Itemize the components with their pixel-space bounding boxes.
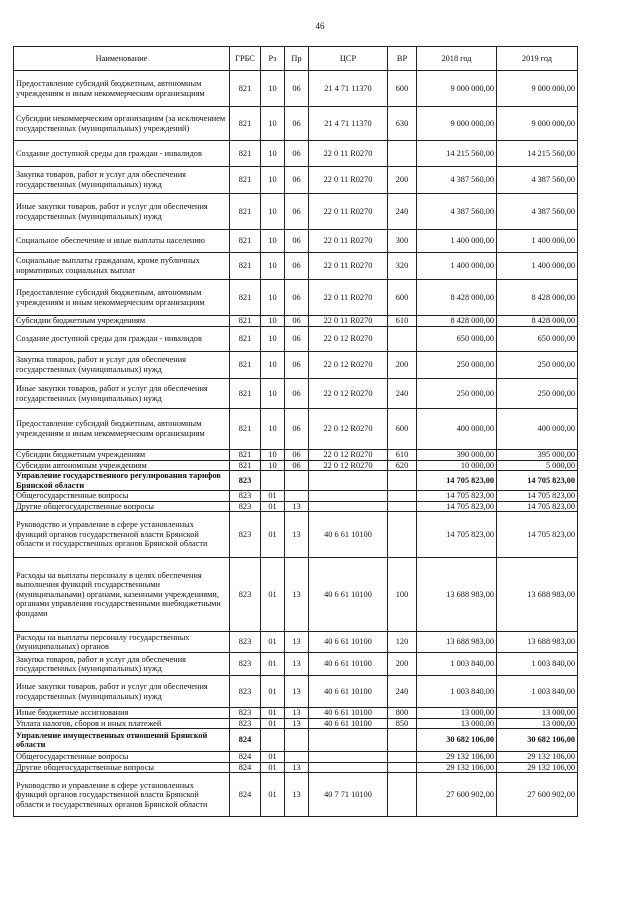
amount-2019-cell: 1 003 840,00	[497, 653, 578, 676]
expense-type-cell: 240	[388, 194, 417, 230]
row-name-cell: Предоставление субсидий бюджетным, автономным учреждениям и иным некоммерческим организациям	[14, 409, 230, 450]
section-cell: 10	[261, 316, 285, 327]
expense-type-cell: 100	[388, 558, 417, 632]
table-row	[14, 107, 578, 141]
table-row	[14, 460, 578, 471]
expense-type-cell: 630	[388, 107, 417, 141]
table-row	[14, 352, 578, 379]
row-name-cell: Расходы на выплаты персоналу государственных (муниципальных) органов	[14, 632, 230, 653]
table-row	[14, 167, 578, 194]
amount-2018-cell: 1 003 840,00	[417, 676, 497, 708]
target-article-cell: 40 7 71 10100	[309, 773, 388, 817]
target-article-cell	[309, 471, 388, 491]
subsection-cell: 06	[285, 167, 309, 194]
table-row	[14, 253, 578, 280]
grbs-cell: 823	[230, 632, 261, 653]
row-name-cell: Уплата налогов, сборов и иных платежей	[14, 718, 230, 729]
target-article-cell: 22 0 11 R0270	[309, 230, 388, 253]
subsection-cell: 13	[285, 773, 309, 817]
table-row	[14, 729, 578, 752]
section-cell: 01	[261, 676, 285, 708]
amount-2018-cell: 13 000,00	[417, 708, 497, 719]
subsection-cell: 06	[285, 107, 309, 141]
target-article-cell: 40 6 61 10100	[309, 558, 388, 632]
expense-type-cell: 610	[388, 450, 417, 461]
grbs-cell: 821	[230, 379, 261, 409]
grbs-cell: 823	[230, 471, 261, 491]
target-article-cell: 21 4 71 11370	[309, 107, 388, 141]
amount-2019-cell: 8 428 000,00	[497, 316, 578, 327]
target-article-cell: 40 6 61 10100	[309, 676, 388, 708]
row-name-cell: Другие общегосударственные вопросы	[14, 501, 230, 512]
grbs-cell: 824	[230, 752, 261, 763]
row-name-cell: Социальные выплаты гражданам, кроме публичных нормативных социальных выплат	[14, 253, 230, 280]
expense-type-cell: 240	[388, 379, 417, 409]
amount-2018-cell: 10 000,00	[417, 460, 497, 471]
section-cell: 01	[261, 708, 285, 719]
section-cell: 01	[261, 653, 285, 676]
amount-2019-cell: 9 000 000,00	[497, 71, 578, 107]
amount-2018-cell: 1 400 000,00	[417, 253, 497, 280]
subsection-cell	[285, 729, 309, 752]
target-article-cell: 22 0 11 R0270	[309, 316, 388, 327]
expense-type-cell: 200	[388, 653, 417, 676]
table-row	[14, 450, 578, 461]
grbs-cell: 821	[230, 167, 261, 194]
section-cell: 01	[261, 752, 285, 763]
column-header: ВР	[388, 47, 417, 71]
row-name-cell: Иные бюджетные ассигнования	[14, 708, 230, 719]
section-cell: 10	[261, 352, 285, 379]
target-article-cell: 22 0 11 R0270	[309, 253, 388, 280]
subsection-cell: 06	[285, 327, 309, 352]
grbs-cell: 823	[230, 491, 261, 502]
column-header: 2019 год	[497, 47, 578, 71]
subsection-cell: 06	[285, 460, 309, 471]
amount-2018-cell: 9 000 000,00	[417, 71, 497, 107]
section-cell: 10	[261, 107, 285, 141]
target-article-cell: 40 6 61 10100	[309, 512, 388, 558]
table-row	[14, 752, 578, 763]
amount-2018-cell: 1 400 000,00	[417, 230, 497, 253]
expense-type-cell: 850	[388, 718, 417, 729]
amount-2018-cell: 390 000,00	[417, 450, 497, 461]
row-name-cell: Иные закупки товаров, работ и услуг для обеспечения государственных (муниципальных) нужд	[14, 194, 230, 230]
target-article-cell: 22 0 11 R0270	[309, 280, 388, 316]
row-name-cell: Общегосударственные вопросы	[14, 752, 230, 763]
amount-2018-cell: 14 705 823,00	[417, 501, 497, 512]
amount-2019-cell: 30 682 106,00	[497, 729, 578, 752]
subsection-cell: 06	[285, 316, 309, 327]
table-row	[14, 280, 578, 316]
amount-2019-cell: 14 705 823,00	[497, 471, 578, 491]
row-name-cell: Создание доступной среды для граждан - инвалидов	[14, 141, 230, 167]
amount-2019-cell: 13 688 983,00	[497, 558, 578, 632]
grbs-cell: 821	[230, 352, 261, 379]
section-cell: 01	[261, 491, 285, 502]
expense-type-cell	[388, 471, 417, 491]
table-row	[14, 327, 578, 352]
amount-2018-cell: 13 688 983,00	[417, 632, 497, 653]
grbs-cell: 821	[230, 409, 261, 450]
amount-2019-cell: 14 705 823,00	[497, 501, 578, 512]
column-header: ГРБС	[230, 47, 261, 71]
section-cell: 01	[261, 501, 285, 512]
row-name-cell: Создание доступной среды для граждан - инвалидов	[14, 327, 230, 352]
table-row	[14, 773, 578, 817]
subsection-cell: 13	[285, 558, 309, 632]
grbs-cell: 823	[230, 676, 261, 708]
expense-type-cell: 300	[388, 230, 417, 253]
target-article-cell: 21 4 71 11370	[309, 71, 388, 107]
expense-type-cell	[388, 762, 417, 773]
table-row	[14, 230, 578, 253]
section-cell: 01	[261, 512, 285, 558]
amount-2019-cell: 14 215 560,00	[497, 141, 578, 167]
target-article-cell: 40 6 61 10100	[309, 718, 388, 729]
table-row	[14, 632, 578, 653]
expense-type-cell: 610	[388, 316, 417, 327]
table-row	[14, 501, 578, 512]
target-article-cell: 40 6 61 10100	[309, 653, 388, 676]
grbs-cell: 823	[230, 653, 261, 676]
row-name-cell: Субсидии автономным учреждениям	[14, 460, 230, 471]
amount-2019-cell: 29 132 106,00	[497, 752, 578, 763]
expense-type-cell: 600	[388, 409, 417, 450]
amount-2019-cell: 9 000 000,00	[497, 107, 578, 141]
section-cell: 10	[261, 167, 285, 194]
amount-2018-cell: 14 215 560,00	[417, 141, 497, 167]
target-article-cell: 22 0 12 R0270	[309, 327, 388, 352]
section-cell: 10	[261, 460, 285, 471]
amount-2018-cell: 8 428 000,00	[417, 280, 497, 316]
target-article-cell: 22 0 11 R0270	[309, 141, 388, 167]
table-row	[14, 316, 578, 327]
subsection-cell: 13	[285, 718, 309, 729]
amount-2019-cell: 8 428 000,00	[497, 280, 578, 316]
subsection-cell: 06	[285, 141, 309, 167]
subsection-cell: 13	[285, 501, 309, 512]
column-header: 2018 год	[417, 47, 497, 71]
row-name-cell: Управление имущественных отношений Брянской области	[14, 729, 230, 752]
expense-type-cell	[388, 327, 417, 352]
page-number: 46	[315, 21, 325, 31]
subsection-cell: 06	[285, 409, 309, 450]
amount-2019-cell: 1 003 840,00	[497, 676, 578, 708]
grbs-cell: 821	[230, 194, 261, 230]
section-cell: 10	[261, 280, 285, 316]
row-name-cell: Управление государственного регулирования тарифов Брянской области	[14, 471, 230, 491]
expense-type-cell: 800	[388, 708, 417, 719]
column-header: Рз	[261, 47, 285, 71]
amount-2018-cell: 13 000,00	[417, 718, 497, 729]
grbs-cell: 823	[230, 512, 261, 558]
amount-2019-cell: 250 000,00	[497, 379, 578, 409]
amount-2019-cell: 4 387 560,00	[497, 167, 578, 194]
amount-2019-cell: 29 132 106,00	[497, 762, 578, 773]
target-article-cell: 40 6 61 10100	[309, 708, 388, 719]
subsection-cell: 13	[285, 676, 309, 708]
expense-type-cell	[388, 491, 417, 502]
expense-type-cell: 240	[388, 676, 417, 708]
subsection-cell: 06	[285, 280, 309, 316]
target-article-cell	[309, 491, 388, 502]
section-cell: 10	[261, 141, 285, 167]
table-row	[14, 409, 578, 450]
grbs-cell: 823	[230, 558, 261, 632]
row-name-cell: Иные закупки товаров, работ и услуг для обеспечения государственных (муниципальных) нужд	[14, 379, 230, 409]
section-cell: 01	[261, 718, 285, 729]
amount-2018-cell: 8 428 000,00	[417, 316, 497, 327]
target-article-cell: 40 6 61 10100	[309, 632, 388, 653]
table-row	[14, 379, 578, 409]
grbs-cell: 821	[230, 141, 261, 167]
expense-type-cell	[388, 512, 417, 558]
target-article-cell: 22 0 11 R0270	[309, 167, 388, 194]
target-article-cell: 22 0 12 R0270	[309, 352, 388, 379]
grbs-cell: 821	[230, 450, 261, 461]
table-row	[14, 653, 578, 676]
grbs-cell: 821	[230, 280, 261, 316]
table-row	[14, 708, 578, 719]
expense-type-cell: 320	[388, 253, 417, 280]
table-row	[14, 558, 578, 632]
grbs-cell: 821	[230, 327, 261, 352]
subsection-cell	[285, 471, 309, 491]
grbs-cell: 821	[230, 71, 261, 107]
section-cell: 10	[261, 379, 285, 409]
amount-2018-cell: 250 000,00	[417, 352, 497, 379]
amount-2019-cell: 1 400 000,00	[497, 253, 578, 280]
grbs-cell: 821	[230, 253, 261, 280]
budget-table	[13, 46, 578, 817]
amount-2018-cell: 650 000,00	[417, 327, 497, 352]
subsection-cell: 06	[285, 71, 309, 107]
grbs-cell: 821	[230, 316, 261, 327]
section-cell: 10	[261, 253, 285, 280]
grbs-cell: 821	[230, 230, 261, 253]
amount-2019-cell: 13 000,00	[497, 708, 578, 719]
subsection-cell: 06	[285, 230, 309, 253]
section-cell: 01	[261, 632, 285, 653]
target-article-cell: 22 0 11 R0270	[309, 194, 388, 230]
grbs-cell: 824	[230, 773, 261, 817]
expense-type-cell: 200	[388, 167, 417, 194]
expense-type-cell: 620	[388, 460, 417, 471]
amount-2019-cell: 250 000,00	[497, 352, 578, 379]
table-row	[14, 71, 578, 107]
amount-2018-cell: 4 387 560,00	[417, 194, 497, 230]
row-name-cell: Руководство и управление в сфере установленных функций органов государственной власти Брянской области и государственных органов Брянской области	[14, 773, 230, 817]
amount-2019-cell: 4 387 560,00	[497, 194, 578, 230]
amount-2019-cell: 650 000,00	[497, 327, 578, 352]
section-cell: 01	[261, 762, 285, 773]
amount-2018-cell: 4 387 560,00	[417, 167, 497, 194]
expense-type-cell	[388, 501, 417, 512]
row-name-cell: Расходы на выплаты персоналу в целях обеспечения выполнения функций государственными (муниципальными) органами, казенными учреждениями, органами управления государственными внебюджетными фондами	[14, 558, 230, 632]
row-name-cell: Руководство и управление в сфере установленных функций органов государственной власти Брянской области и государственных органов Брянской области	[14, 512, 230, 558]
section-cell	[261, 729, 285, 752]
column-header: Пр	[285, 47, 309, 71]
row-name-cell: Предоставление субсидий бюджетным, автономным учреждениям и иным некоммерческим организациям	[14, 71, 230, 107]
amount-2018-cell: 14 705 823,00	[417, 471, 497, 491]
table-row	[14, 471, 578, 491]
amount-2019-cell: 13 688 983,00	[497, 632, 578, 653]
amount-2018-cell: 13 688 983,00	[417, 558, 497, 632]
amount-2018-cell: 14 705 823,00	[417, 491, 497, 502]
target-article-cell: 22 0 12 R0270	[309, 450, 388, 461]
row-name-cell: Общегосударственные вопросы	[14, 491, 230, 502]
section-cell: 10	[261, 71, 285, 107]
row-name-cell: Закупка товаров, работ и услуг для обеспечения государственных (муниципальных) нужд	[14, 352, 230, 379]
amount-2018-cell: 14 705 823,00	[417, 512, 497, 558]
subsection-cell: 06	[285, 253, 309, 280]
subsection-cell	[285, 491, 309, 502]
row-name-cell: Иные закупки товаров, работ и услуг для обеспечения государственных (муниципальных) нужд	[14, 676, 230, 708]
table-row	[14, 718, 578, 729]
subsection-cell: 13	[285, 708, 309, 719]
row-name-cell: Субсидии некоммерческим организациям (за исключением государственных (муниципальных) учреждений)	[14, 107, 230, 141]
amount-2019-cell: 14 705 823,00	[497, 491, 578, 502]
table-header-row	[14, 47, 578, 71]
row-name-cell: Субсидии бюджетным учреждениям	[14, 316, 230, 327]
subsection-cell	[285, 752, 309, 763]
grbs-cell: 824	[230, 729, 261, 752]
subsection-cell: 13	[285, 653, 309, 676]
target-article-cell: 22 0 12 R0270	[309, 379, 388, 409]
expense-type-cell	[388, 729, 417, 752]
amount-2019-cell: 14 705 823,00	[497, 512, 578, 558]
target-article-cell	[309, 752, 388, 763]
target-article-cell: 22 0 12 R0270	[309, 460, 388, 471]
subsection-cell: 13	[285, 512, 309, 558]
section-cell: 10	[261, 450, 285, 461]
target-article-cell	[309, 501, 388, 512]
section-cell	[261, 471, 285, 491]
amount-2018-cell: 30 682 106,00	[417, 729, 497, 752]
amount-2018-cell: 400 000,00	[417, 409, 497, 450]
row-name-cell: Социальное обеспечение и иные выплаты населению	[14, 230, 230, 253]
amount-2018-cell: 29 132 106,00	[417, 752, 497, 763]
row-name-cell: Субсидии бюджетным учреждениям	[14, 450, 230, 461]
grbs-cell: 821	[230, 107, 261, 141]
section-cell: 10	[261, 194, 285, 230]
table-row	[14, 676, 578, 708]
amount-2018-cell: 27 600 902,00	[417, 773, 497, 817]
subsection-cell: 06	[285, 352, 309, 379]
section-cell: 01	[261, 558, 285, 632]
subsection-cell: 13	[285, 632, 309, 653]
section-cell: 10	[261, 327, 285, 352]
target-article-cell	[309, 762, 388, 773]
expense-type-cell: 120	[388, 632, 417, 653]
section-cell: 10	[261, 409, 285, 450]
amount-2018-cell: 29 132 106,00	[417, 762, 497, 773]
expense-type-cell: 200	[388, 352, 417, 379]
row-name-cell: Другие общегосударственные вопросы	[14, 762, 230, 773]
row-name-cell: Предоставление субсидий бюджетным, автономным учреждениям и иным некоммерческим организациям	[14, 280, 230, 316]
grbs-cell: 823	[230, 708, 261, 719]
table-row	[14, 512, 578, 558]
expense-type-cell	[388, 752, 417, 763]
table-row	[14, 194, 578, 230]
amount-2019-cell: 13 000,00	[497, 718, 578, 729]
amount-2019-cell: 1 400 000,00	[497, 230, 578, 253]
row-name-cell: Закупка товаров, работ и услуг для обеспечения государственных (муниципальных) нужд	[14, 167, 230, 194]
subsection-cell: 06	[285, 194, 309, 230]
grbs-cell: 823	[230, 718, 261, 729]
section-cell: 10	[261, 230, 285, 253]
amount-2019-cell: 400 000,00	[497, 409, 578, 450]
subsection-cell: 06	[285, 450, 309, 461]
expense-type-cell: 600	[388, 71, 417, 107]
column-header: ЦСР	[309, 47, 388, 71]
table-row	[14, 491, 578, 502]
expense-type-cell: 600	[388, 280, 417, 316]
table-row	[14, 141, 578, 167]
section-cell: 01	[261, 773, 285, 817]
grbs-cell: 824	[230, 762, 261, 773]
table-row	[14, 762, 578, 773]
amount-2019-cell: 5 000,00	[497, 460, 578, 471]
subsection-cell: 06	[285, 379, 309, 409]
grbs-cell: 821	[230, 460, 261, 471]
row-name-cell: Закупка товаров, работ и услуг для обеспечения государственных (муниципальных) нужд	[14, 653, 230, 676]
subsection-cell: 13	[285, 762, 309, 773]
amount-2019-cell: 27 600 902,00	[497, 773, 578, 817]
expense-type-cell	[388, 141, 417, 167]
amount-2019-cell: 395 000,00	[497, 450, 578, 461]
column-header: Наименование	[14, 47, 230, 71]
target-article-cell: 22 0 12 R0270	[309, 409, 388, 450]
target-article-cell	[309, 729, 388, 752]
expense-type-cell	[388, 773, 417, 817]
amount-2018-cell: 9 000 000,00	[417, 107, 497, 141]
amount-2018-cell: 1 003 840,00	[417, 653, 497, 676]
amount-2018-cell: 250 000,00	[417, 379, 497, 409]
grbs-cell: 823	[230, 501, 261, 512]
